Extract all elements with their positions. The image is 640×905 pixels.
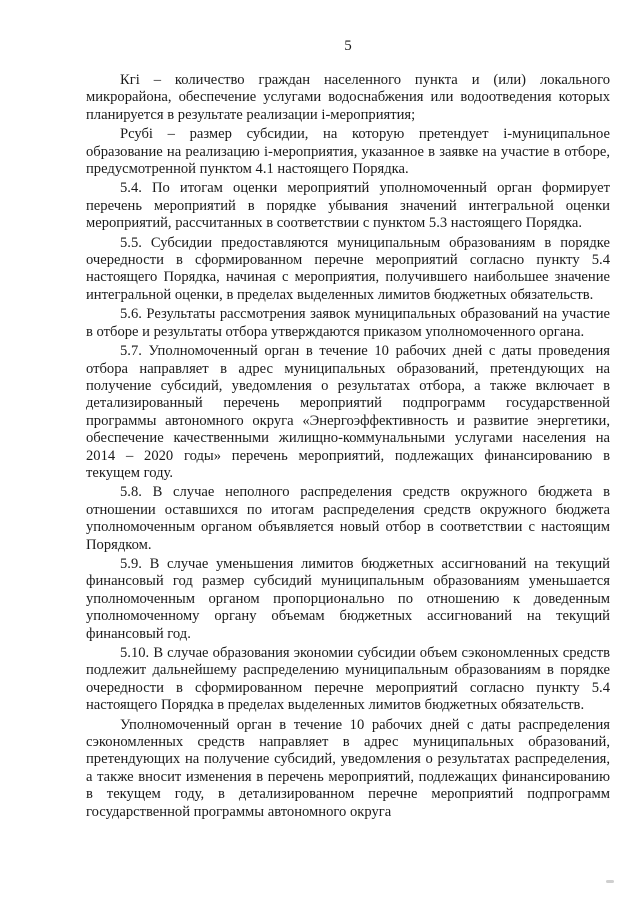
paragraph-rsub-definition: Рсубi – размер субсидии, на которую претендует i-муниципальное образование на реализацию i-мероприятия, указанное в заявке на участие в отборе, предусмотренной пунктом 4.1 настоящего Порядка. [86, 126, 610, 178]
paragraph-5-8: 5.8. В случае неполного распределения средств окружного бюджета в отношении оставшихся по итогам распределения средств окружного бюджета уполномоченным органом объявляется новый отбор в соответствии с настоящим Порядком. [86, 484, 610, 553]
paragraph-5-6: 5.6. Результаты рассмотрения заявок муниципальных образований на участие в отборе и результаты отбора утверждаются приказом уполномоченного органа. [86, 306, 610, 340]
paragraph-5-7: 5.7. Уполномоченный орган в течение 10 рабочих дней с даты проведения отбора направляет в адрес муниципальных образований, претендующих на получение субсидий, уведомления о результатах отбора, а также включает в детализированный перечень мероприятий подпрограмм государственной программы автономного округа «Энергоэффективность и развитие энергетики, обеспечение качественными жилищно-коммунальными услугами населения на 2014 – 2020 годы» перечень мероприятий, подлежащих финансированию в текущем году. [86, 343, 610, 481]
paragraph-kg-definition: Кгi – количество граждан населенного пункта и (или) локального микрорайона, обеспечение услугами водоснабжения или водоотведения которых планируется в результате реализации i-мероприятия; [86, 72, 610, 123]
scan-artifact [606, 880, 614, 883]
paragraph-5-10: 5.10. В случае образования экономии субсидии объем сэкономленных средств подлежит дальнейшему распределению муниципальным образованиям в порядке очередности в сформированном перечне мероприятий согласно пункту 5.4 настоящего Порядка в пределах выделенных лимитов бюджетных обязательств. [86, 645, 610, 714]
paragraph-5-4: 5.4. По итогам оценки мероприятий уполномоченный орган формирует перечень мероприятий в порядке убывания значений интегральной оценки мероприятий, рассчитанных в соответствии с пунктом 5.3 настоящего Порядка. [86, 180, 610, 232]
paragraph-savings-notification: Уполномоченный орган в течение 10 рабочих дней с даты распределения сэкономленных средств направляет в адрес муниципальных образований, претендующих на получение субсидий, уведомления о результатах распределения, а также вносит изменения в перечень мероприятий, подлежащих финансированию в текущем году, в детализированном перечне мероприятий подпрограмм государственной программы автономного округа [86, 716, 610, 820]
page-number: 5 [344, 38, 352, 54]
paragraph-5-5: 5.5. Субсидии предоставляются муниципальным образованиям в порядке очередности в сформированном перечне мероприятий согласно пункту 5.4 настоящего Порядка, начиная с мероприятия, получившего наибольшее значение интегральной оценки, в пределах выделенных лимитов бюджетных обязательств. [86, 234, 610, 303]
paragraph-5-9: 5.9. В случае уменьшения лимитов бюджетных ассигнований на текущий финансовый год размер субсидий муниципальным образованиям уменьшается уполномоченным органом пропорционально по отношению к доведенным уполномоченному органу объемам бюджетных ассигнований на текущий финансовый год. [86, 555, 610, 642]
